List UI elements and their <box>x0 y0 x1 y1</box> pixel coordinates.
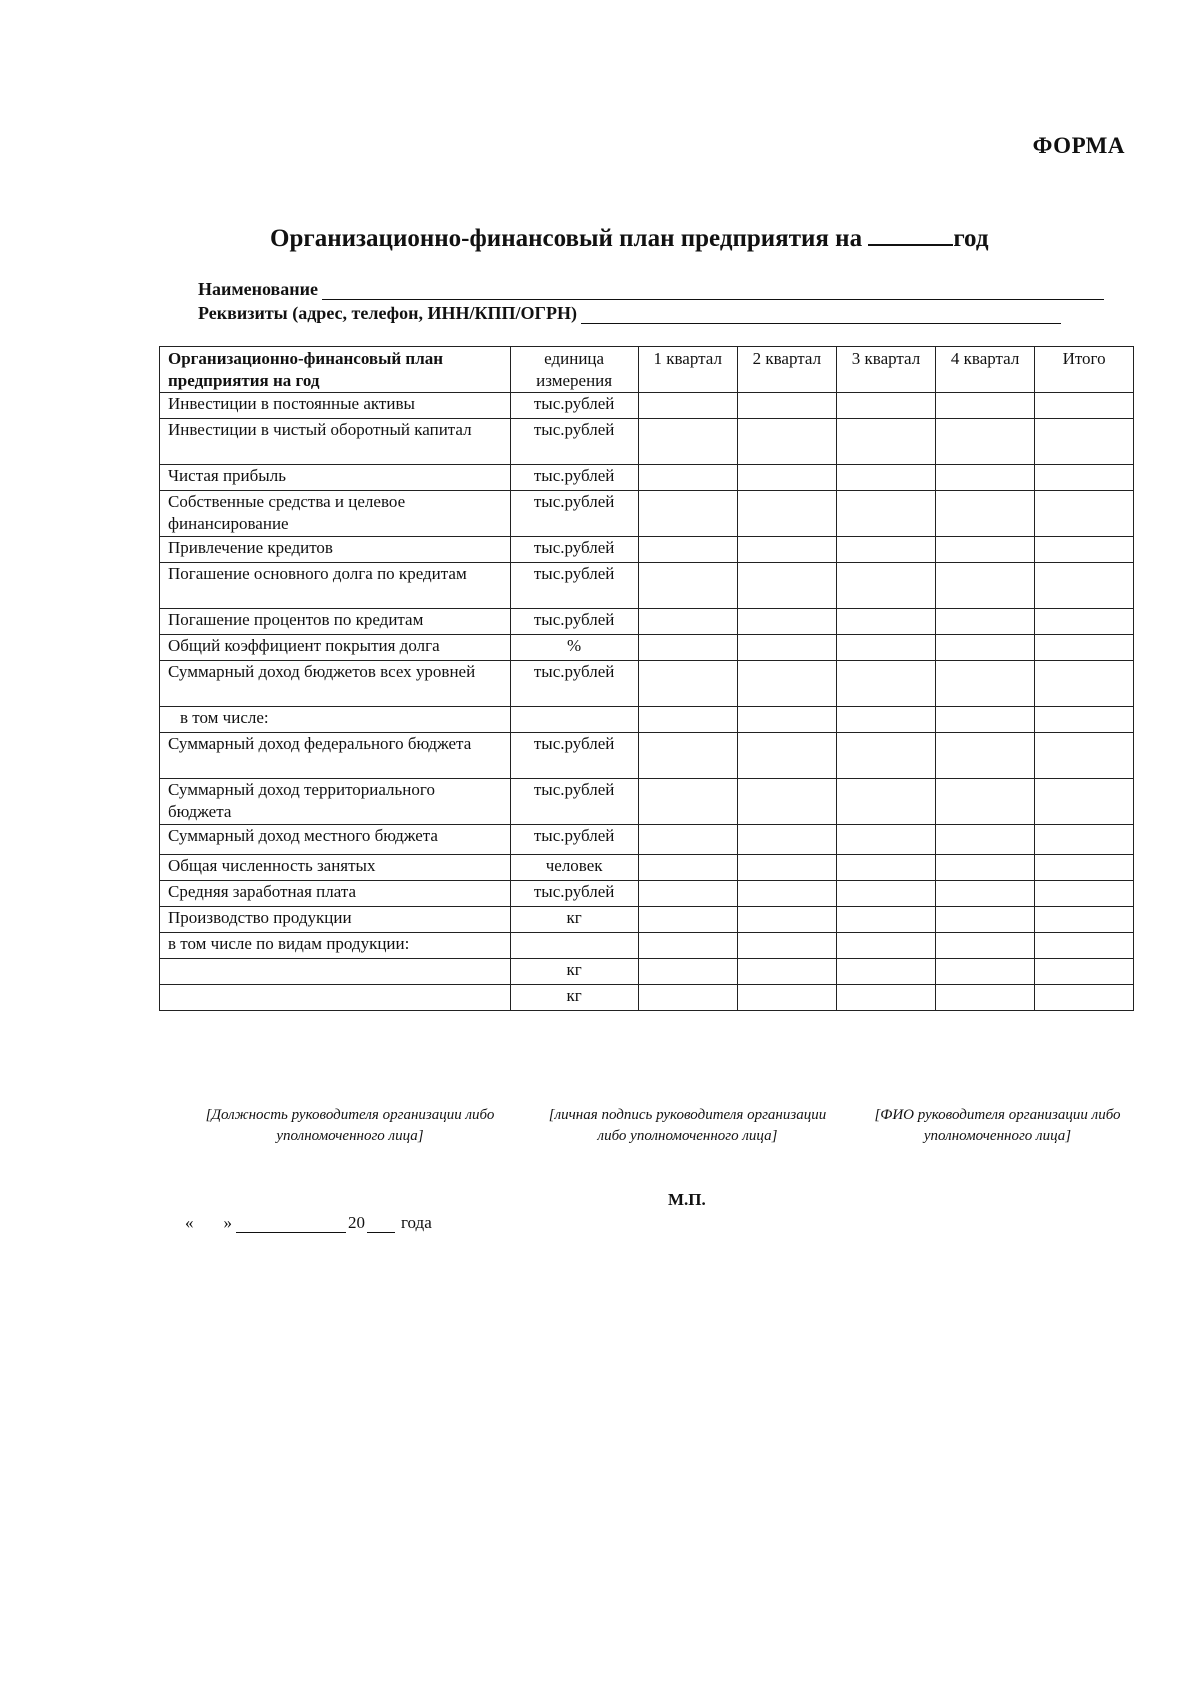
value-cell[interactable] <box>737 733 836 779</box>
value-cell[interactable] <box>1035 881 1134 907</box>
year-blank-field[interactable] <box>868 222 953 246</box>
value-cell[interactable] <box>1035 985 1134 1011</box>
row-label: Погашение процентов по кредитам <box>160 609 511 635</box>
value-cell[interactable] <box>1035 855 1134 881</box>
value-cell[interactable] <box>737 825 836 855</box>
value-cell[interactable] <box>936 985 1035 1011</box>
value-cell[interactable] <box>1035 733 1134 779</box>
value-cell[interactable] <box>638 707 737 733</box>
value-cell[interactable] <box>1035 393 1134 419</box>
value-cell[interactable] <box>836 537 935 563</box>
date-quote-open: « <box>185 1213 194 1232</box>
table-header-row <box>160 347 1134 393</box>
table-row <box>160 419 1134 465</box>
value-cell[interactable] <box>836 465 935 491</box>
value-cell[interactable] <box>936 563 1035 609</box>
row-unit: тыс.рублей <box>510 661 638 707</box>
table-row <box>160 393 1134 419</box>
value-cell[interactable] <box>638 635 737 661</box>
value-cell[interactable] <box>836 825 935 855</box>
form-label: ФОРМА <box>1032 133 1125 158</box>
row-unit: тыс.рублей <box>510 419 638 465</box>
table-row <box>160 609 1134 635</box>
row-label: Общий коэффициент покрытия долга <box>160 635 511 661</box>
value-cell[interactable] <box>737 635 836 661</box>
row-label: в том числе по видам продукции: <box>160 933 511 959</box>
value-cell[interactable] <box>936 855 1035 881</box>
value-cell[interactable] <box>1035 465 1134 491</box>
value-cell[interactable] <box>638 465 737 491</box>
value-cell[interactable] <box>737 881 836 907</box>
value-cell[interactable] <box>737 959 836 985</box>
value-cell[interactable] <box>936 661 1035 707</box>
value-cell[interactable] <box>836 855 935 881</box>
value-cell[interactable] <box>1035 959 1134 985</box>
value-cell[interactable] <box>737 419 836 465</box>
value-cell[interactable] <box>638 537 737 563</box>
org-name-field[interactable] <box>322 281 1104 300</box>
value-cell[interactable] <box>1035 933 1134 959</box>
value-cell[interactable] <box>1035 609 1134 635</box>
value-cell[interactable] <box>936 491 1035 537</box>
value-cell[interactable] <box>737 907 836 933</box>
value-cell[interactable] <box>936 779 1035 825</box>
row-label: Инвестиции в постоянные активы <box>160 393 511 419</box>
value-cell[interactable] <box>1035 491 1134 537</box>
value-cell[interactable] <box>936 537 1035 563</box>
table-row <box>160 661 1134 707</box>
value-cell[interactable] <box>936 733 1035 779</box>
value-cell[interactable] <box>836 985 935 1011</box>
value-cell[interactable] <box>936 959 1035 985</box>
value-cell[interactable] <box>638 881 737 907</box>
value-cell[interactable] <box>1035 661 1134 707</box>
value-cell[interactable] <box>737 779 836 825</box>
value-cell[interactable] <box>936 393 1035 419</box>
date-quote-close: » <box>223 1213 232 1232</box>
row-label: Чистая прибыль <box>160 465 511 491</box>
value-cell[interactable] <box>936 881 1035 907</box>
table-row <box>160 881 1134 907</box>
row-unit: тыс.рублей <box>510 733 638 779</box>
row-unit: тыс.рублей <box>510 825 638 855</box>
row-label: Производство продукции <box>160 907 511 933</box>
row-unit: тыс.рублей <box>510 609 638 635</box>
row-unit: тыс.рублей <box>510 393 638 419</box>
value-cell[interactable] <box>638 779 737 825</box>
value-cell[interactable] <box>936 825 1035 855</box>
value-cell[interactable] <box>737 933 836 959</box>
value-cell[interactable] <box>836 491 935 537</box>
table-row <box>160 907 1134 933</box>
row-unit: % <box>510 635 638 661</box>
row-unit: человек <box>510 855 638 881</box>
value-cell[interactable] <box>737 563 836 609</box>
row-unit: тыс.рублей <box>510 779 638 825</box>
row-label: Инвестиции в чистый оборотный капитал <box>160 419 511 465</box>
value-cell[interactable] <box>638 491 737 537</box>
signature-personal-caption: [личная подпись руководителя организации либо уполномоченного лица] <box>548 1107 827 1144</box>
value-cell[interactable] <box>936 707 1035 733</box>
value-cell[interactable] <box>737 537 836 563</box>
value-cell[interactable] <box>1035 825 1134 855</box>
value-cell[interactable] <box>936 609 1035 635</box>
org-name-line <box>198 279 1104 300</box>
table-row <box>160 707 1134 733</box>
row-unit: тыс.рублей <box>510 563 638 609</box>
header-quarter-2: 2 квартал <box>737 347 836 393</box>
value-cell[interactable] <box>1035 537 1134 563</box>
header-unit: единица измерения <box>510 347 638 393</box>
org-requisites-label: Реквизиты (адрес, телефон, ИНН/КПП/ОГРН) <box>198 303 577 323</box>
row-label: Привлечение кредитов <box>160 537 511 563</box>
value-cell[interactable] <box>1035 635 1134 661</box>
row-label: Суммарный доход местного бюджета <box>160 825 511 855</box>
org-requisites-line <box>198 303 1061 324</box>
value-cell[interactable] <box>836 933 935 959</box>
value-cell[interactable] <box>638 825 737 855</box>
row-unit <box>510 707 638 733</box>
value-cell[interactable] <box>836 733 935 779</box>
value-cell[interactable] <box>836 779 935 825</box>
value-cell[interactable] <box>638 933 737 959</box>
table-row <box>160 491 1134 537</box>
table-row <box>160 985 1134 1011</box>
value-cell[interactable] <box>1035 707 1134 733</box>
title-prefix: Организационно-финансовый план предприятия на <box>270 225 863 252</box>
table-row <box>160 959 1134 985</box>
row-label: Собственные средства и целевое финансирование <box>160 491 511 537</box>
value-cell[interactable] <box>737 855 836 881</box>
row-label: Средняя заработная плата <box>160 881 511 907</box>
value-cell[interactable] <box>638 563 737 609</box>
row-label[interactable] <box>160 959 511 985</box>
header-total: Итого <box>1035 347 1134 393</box>
value-cell[interactable] <box>936 465 1035 491</box>
value-cell[interactable] <box>638 985 737 1011</box>
signature-fio-caption: [ФИО руководителя организации либо уполномоченного лица] <box>874 1107 1121 1144</box>
value-cell[interactable] <box>638 419 737 465</box>
value-cell[interactable] <box>737 465 836 491</box>
table-row <box>160 465 1134 491</box>
row-label[interactable] <box>160 985 511 1011</box>
row-unit: кг <box>510 959 638 985</box>
table-row <box>160 825 1134 855</box>
table-row <box>160 563 1134 609</box>
org-name-label: Наименование <box>198 279 318 299</box>
value-cell[interactable] <box>836 419 935 465</box>
value-cell[interactable] <box>836 707 935 733</box>
org-requisites-field[interactable] <box>581 305 1061 324</box>
value-cell[interactable] <box>737 491 836 537</box>
value-cell[interactable] <box>836 635 935 661</box>
value-cell[interactable] <box>737 393 836 419</box>
value-cell[interactable] <box>737 661 836 707</box>
row-label: Погашение основного долга по кредитам <box>160 563 511 609</box>
date-year-word: года <box>401 1213 432 1232</box>
table-row <box>160 933 1134 959</box>
table-row <box>160 779 1134 825</box>
value-cell[interactable] <box>638 907 737 933</box>
value-cell[interactable] <box>836 907 935 933</box>
value-cell[interactable] <box>936 419 1035 465</box>
value-cell[interactable] <box>1035 907 1134 933</box>
value-cell[interactable] <box>638 959 737 985</box>
table-row <box>160 635 1134 661</box>
table-row <box>160 733 1134 779</box>
value-cell[interactable] <box>836 661 935 707</box>
row-label: Общая численность занятых <box>160 855 511 881</box>
header-quarter-4: 4 квартал <box>936 347 1035 393</box>
value-cell[interactable] <box>638 393 737 419</box>
date-century: 20 <box>348 1213 365 1232</box>
row-unit: тыс.рублей <box>510 537 638 563</box>
row-unit: тыс.рублей <box>510 465 638 491</box>
value-cell[interactable] <box>936 933 1035 959</box>
value-cell[interactable] <box>936 907 1035 933</box>
table-row <box>160 855 1134 881</box>
value-cell[interactable] <box>836 959 935 985</box>
value-cell[interactable] <box>638 661 737 707</box>
value-cell[interactable] <box>836 563 935 609</box>
header-plan-name: Организационно-финансовый план предприятия на год <box>160 347 511 393</box>
row-unit: кг <box>510 985 638 1011</box>
row-label: Суммарный доход федерального бюджета <box>160 733 511 779</box>
plan-table <box>159 346 1134 1011</box>
value-cell[interactable] <box>737 609 836 635</box>
row-unit: тыс.рублей <box>510 881 638 907</box>
row-unit: кг <box>510 907 638 933</box>
stamp-place-label: М.П. <box>668 1190 706 1209</box>
row-label: в том числе: <box>160 707 511 733</box>
value-cell[interactable] <box>638 855 737 881</box>
value-cell[interactable] <box>1035 563 1134 609</box>
date-month-field[interactable] <box>236 1216 346 1233</box>
value-cell[interactable] <box>737 985 836 1011</box>
signature-position-caption: [Должность руководителя организации либо уполномоченного лица] <box>205 1107 495 1144</box>
value-cell[interactable] <box>836 393 935 419</box>
table-row <box>160 537 1134 563</box>
row-unit: тыс.рублей <box>510 491 638 537</box>
value-cell[interactable] <box>638 733 737 779</box>
value-cell[interactable] <box>1035 419 1134 465</box>
value-cell[interactable] <box>1035 779 1134 825</box>
date-line <box>185 1213 432 1233</box>
header-quarter-1: 1 квартал <box>638 347 737 393</box>
value-cell[interactable] <box>638 609 737 635</box>
value-cell[interactable] <box>836 609 935 635</box>
value-cell[interactable] <box>737 707 836 733</box>
title-suffix: год <box>953 225 989 252</box>
header-quarter-3: 3 квартал <box>836 347 935 393</box>
document-title <box>270 222 988 253</box>
row-label: Суммарный доход бюджетов всех уровней <box>160 661 511 707</box>
value-cell[interactable] <box>936 635 1035 661</box>
value-cell[interactable] <box>836 881 935 907</box>
row-label: Суммарный доход территориального бюджета <box>160 779 511 825</box>
row-unit <box>510 933 638 959</box>
date-year-field[interactable] <box>367 1216 395 1233</box>
